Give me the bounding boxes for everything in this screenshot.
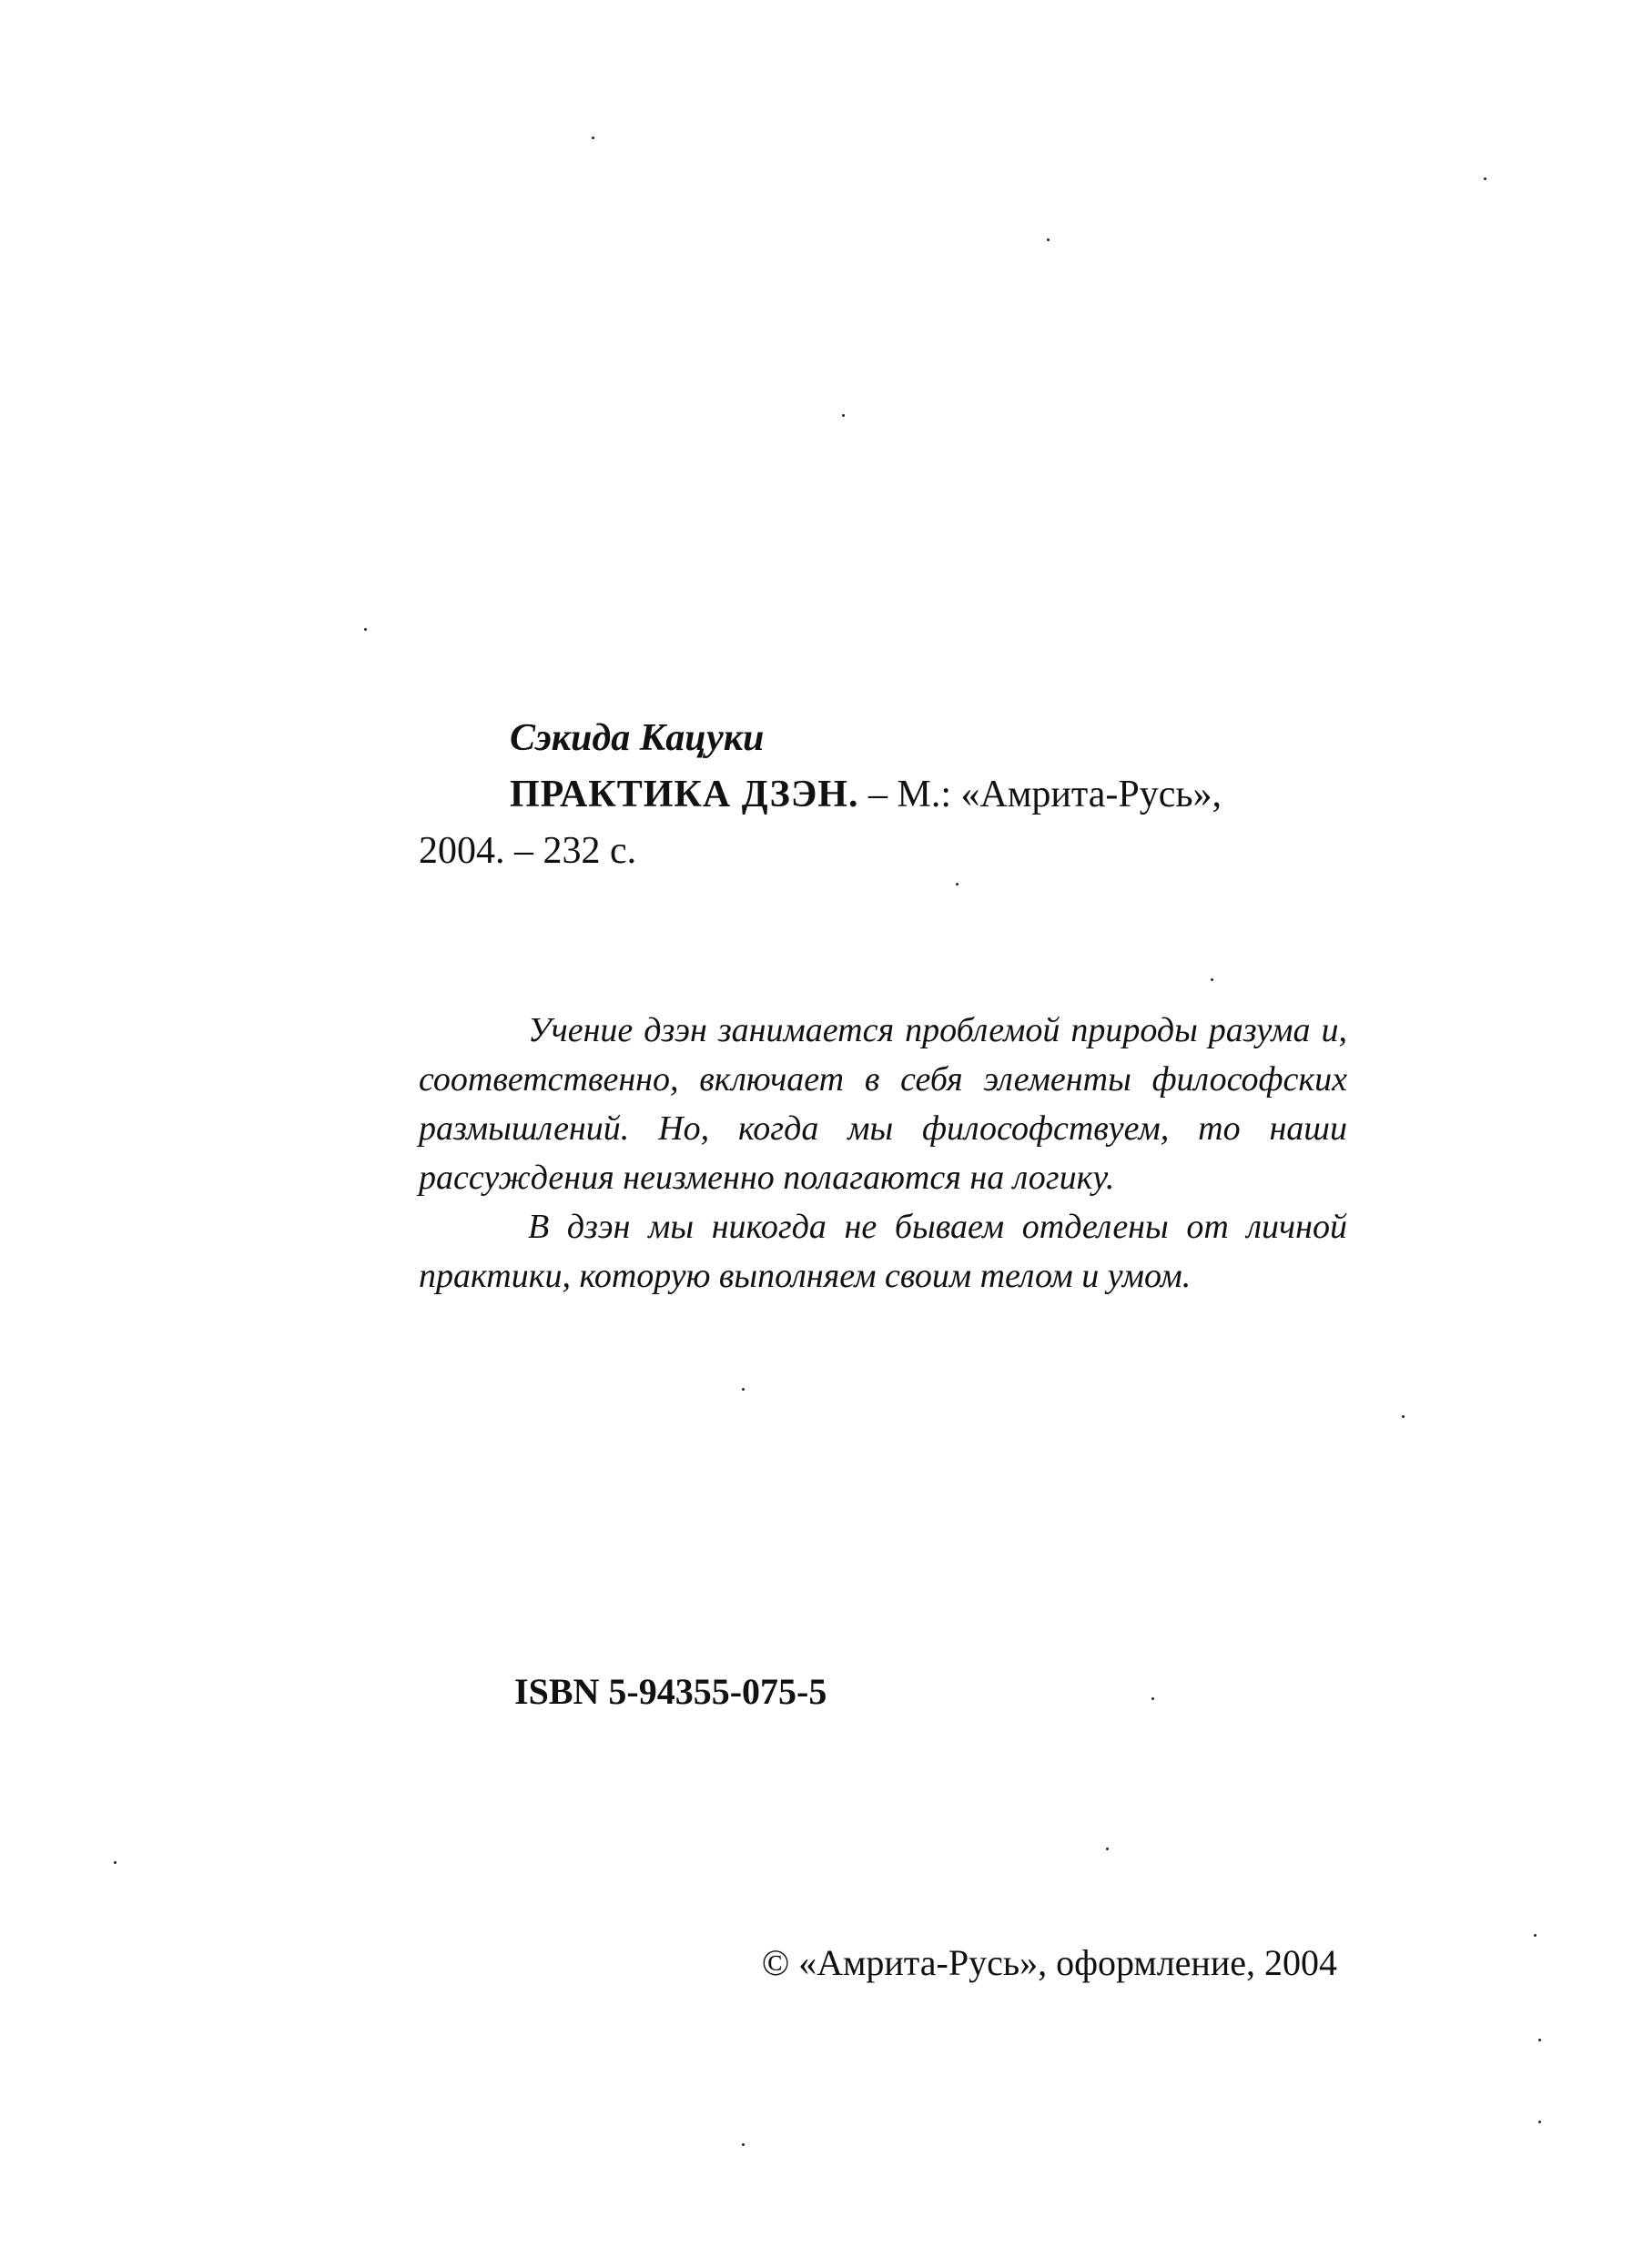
scan-speck <box>1106 1848 1109 1850</box>
year-pages: 2004. – 232 с. <box>419 830 637 872</box>
scan-speck <box>742 1388 745 1391</box>
scan-speck <box>1211 978 1213 981</box>
bibliographic-record <box>419 710 1347 879</box>
scan-speck <box>364 628 367 631</box>
copyright-notice: © «Амрита-Русь», оформление, 2004 <box>761 1942 1337 1983</box>
annotation <box>419 1006 1347 1301</box>
scan-speck <box>1402 1415 1405 1418</box>
scan-speck <box>742 2143 745 2146</box>
scan-speck <box>1538 2121 1541 2123</box>
author-name: Сэкида Кацуки <box>510 717 765 759</box>
scan-speck <box>1047 238 1050 241</box>
scan-speck <box>842 414 845 417</box>
publisher: – М.: «Амрита-Русь», <box>858 774 1222 815</box>
scan-speck <box>1484 177 1486 180</box>
isbn: ISBN 5-94355-075-5 <box>514 1671 827 1712</box>
scan-speck <box>1538 2039 1541 2041</box>
annotation-paragraph: Учение дзэн занимается проблемой природы разума и, соответственно, включает в себя элементы философских размышлений. Но, когда мы философствуем, то наши рассуждения неизменно полагаются на логику. <box>419 1011 1347 1197</box>
scan-speck <box>114 1861 117 1864</box>
annotation-paragraph: В дзэн мы никогда не бываем отделены от личной практики, которую выполняем своим телом и умом. <box>419 1208 1347 1295</box>
scan-speck <box>1534 1934 1537 1937</box>
title-line <box>510 766 1347 823</box>
scan-speck <box>956 883 958 886</box>
scan-speck <box>592 137 594 139</box>
book-title: ПРАКТИКА ДЗЭН. <box>510 774 859 815</box>
scan-speck <box>1151 1697 1154 1700</box>
